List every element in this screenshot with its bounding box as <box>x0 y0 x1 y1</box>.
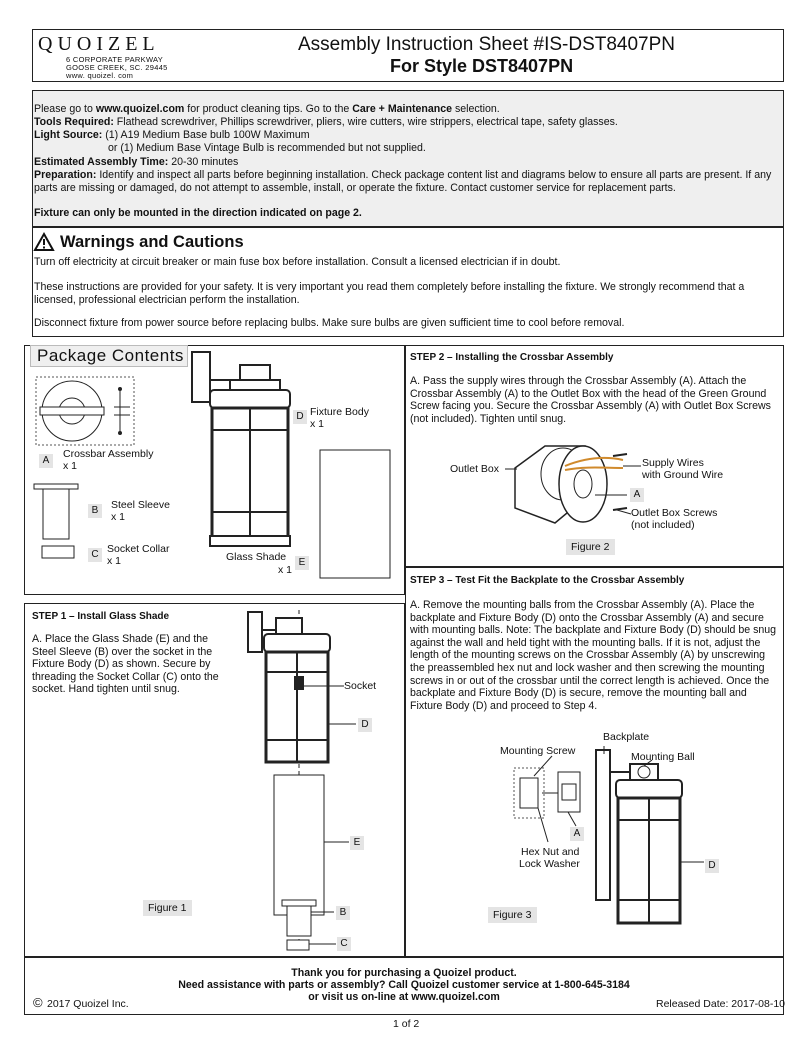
light-source: Light Source: (1) A19 Medium Base bulb 100W Maximum <box>34 129 310 141</box>
crossbar-name: Crossbar Assembly <box>63 448 154 460</box>
mounting-screw-label: Mounting Screw <box>500 745 576 757</box>
label-a: A <box>39 454 53 468</box>
step1-label-e: E <box>350 836 364 850</box>
warnings-title: Warnings and Cautions <box>60 233 244 251</box>
crossbar-assembly-drawing <box>36 377 136 447</box>
label-b: B <box>88 504 102 518</box>
outlet-screws-label: Outlet Box Screws <box>631 507 718 519</box>
preparation: Preparation: Identify and inspect all parts before beginning installation. Check package content list and diagrams below to ensure all parts are present. If any parts are missing or damaged, do not attempt to assemble, install, or operate the fixture. Contact customer service for replacement parts. <box>34 169 772 194</box>
step1-text: A. Place the Glass Shade (E) and the Steel Sleeve (B) over the socket in the Fixture Body (D) as shown. Secure by threading the Socket Collar (C) onto the socket. Hand tighten until snug. <box>32 633 219 696</box>
supply-wires-label: Supply Wires <box>642 457 704 469</box>
collar-qty: x 1 <box>107 555 122 567</box>
step1-title: STEP 1 – Install Glass Shade <box>32 611 170 622</box>
figure3-drawing <box>512 742 712 942</box>
crossbar-qty: x 1 <box>63 460 78 472</box>
label-c: C <box>88 548 102 562</box>
warning-icon <box>34 233 54 251</box>
copyright-icon: © <box>33 995 43 1010</box>
assembly-time: Estimated Assembly Time: 20-30 minutes <box>34 156 239 168</box>
copyright-text: 2017 Quoizel Inc. <box>47 998 129 1010</box>
lock-washer-label: Lock Washer <box>519 858 580 870</box>
address-line-1: 6 CORPORATE PARKWAY <box>66 55 164 64</box>
step2-title: STEP 2 – Installing the Crossbar Assembly <box>410 352 614 363</box>
sleeve-qty: x 1 <box>111 511 126 523</box>
released-date: Released Date: 2017-08-10 <box>656 998 786 1010</box>
not-included-label: (not included) <box>631 519 695 531</box>
figure1-drawing <box>244 610 354 955</box>
page-title: Assembly Instruction Sheet #IS-DST8407PN <box>298 34 676 55</box>
footer-thanks: Thank you for purchasing a Quoizel product. <box>291 967 517 979</box>
intro-line-1: Please go to www.quoizel.com for product cleaning tips. Go to the Care + Maintenance selection. <box>34 103 500 115</box>
hex-nut-label: Hex Nut and <box>521 846 580 858</box>
address-line-2: GOOSE CREEK, SC. 29445 <box>66 63 168 72</box>
warning-p1: Turn off electricity at circuit breaker or main fuse box before installation. Consult a licensed electrician if in doubt. <box>34 256 561 268</box>
mounting-ball-label: Mounting Ball <box>631 751 695 763</box>
step3-text: A. Remove the mounting balls from the Crossbar Assembly (A). Place the backplate and Fixture Body (D) onto the Crossbar Assembly (A) and secure with mounting balls. Note: The backplate and Fixture Body (D) should be snug against the wall and held tight with the mounting balls. If it is not, adjust the length of the mounting screws on the Crossbar Assembly (A) by unscrewing the preassembled hex nut and lock washer and then screwing the mounting screws in or out of the crossbar until the correct length is achieved. Once the backplate and Fixture Body (D) is secure, remove the mounting ball and Fixture Body (D) and proceed to Step 4. <box>410 599 777 712</box>
step1-label-c: C <box>337 937 351 951</box>
steel-sleeve-drawing <box>34 484 78 540</box>
step2-text: A. Pass the supply wires through the Crossbar Assembly (A). Attach the Crossbar Assembly (A) to the Outlet Box with the head of the Green Ground Screw facing you. Secure the Crossbar Assembly (A) with Outlet Box Screws (not included). Tighten until snug. <box>410 375 771 425</box>
figure2-drawing <box>505 438 645 538</box>
fixture-body-name: Fixture Body <box>310 406 369 418</box>
sleeve-name: Steel Sleeve <box>111 499 170 511</box>
website-link[interactable]: www.quoizel.com <box>95 103 185 115</box>
step3-title: STEP 3 – Test Fit the Backplate to the Crossbar Assembly <box>410 575 685 586</box>
figure3-caption: Figure 3 <box>488 907 537 923</box>
page-subtitle: For Style DST8407PN <box>390 56 574 76</box>
figure1-caption: Figure 1 <box>143 900 192 916</box>
step2-label-a: A <box>630 488 644 502</box>
step1-label-b: B <box>336 906 350 920</box>
ground-wire-label: with Ground Wire <box>642 469 724 481</box>
step3-label-a: A <box>570 827 584 841</box>
glass-shade-name: Glass Shade <box>226 551 287 563</box>
brand-logo: QUOIZEL <box>38 33 160 55</box>
collar-name: Socket Collar <box>107 543 170 555</box>
fixture-body-qty: x 1 <box>310 418 325 430</box>
fixture-body-drawing <box>190 350 290 550</box>
glass-shade-qty: x 1 <box>278 564 293 576</box>
label-e: E <box>295 556 309 570</box>
page-number: 1 of 2 <box>393 1018 420 1030</box>
socket-label: Socket <box>344 680 377 692</box>
backplate-label: Backplate <box>603 731 650 743</box>
footer-assistance: Need assistance with parts or assembly? Call Quoizel customer service at 1-800-645-3184 <box>178 979 630 991</box>
step1-label-d: D <box>358 718 372 732</box>
light-source-alt: or (1) Medium Base Vintage Bulb is recommended but not supplied. <box>108 142 426 154</box>
socket-collar-drawing <box>42 546 74 560</box>
mount-note: Fixture can only be mounted in the direction indicated on page 2. <box>34 207 362 219</box>
package-title: Package Contents <box>37 346 184 365</box>
tools-required: Tools Required: Flathead screwdriver, Phillips screwdriver, pliers, wire cutters, wire strippers, electrical tape, safety glasses. <box>34 116 618 128</box>
figure2-caption: Figure 2 <box>566 539 615 555</box>
footer-online: or visit us on-line at www.quoizel.com <box>308 991 500 1003</box>
warning-p2: These instructions are provided for your safety. It is very important you read them completely before installing the fixture. We strongly recommend that a licensed, professional electrician perform the installation. <box>34 281 745 306</box>
label-d: D <box>293 410 307 424</box>
warning-p3: Disconnect fixture from power source before replacing bulbs. Make sure bulbs are given sufficient time to cool before removal. <box>34 317 625 329</box>
step3-label-d: D <box>705 859 719 873</box>
website-small: www. quoizel. com <box>66 71 134 80</box>
glass-shade-drawing <box>320 450 390 578</box>
outlet-box-label: Outlet Box <box>450 463 500 475</box>
